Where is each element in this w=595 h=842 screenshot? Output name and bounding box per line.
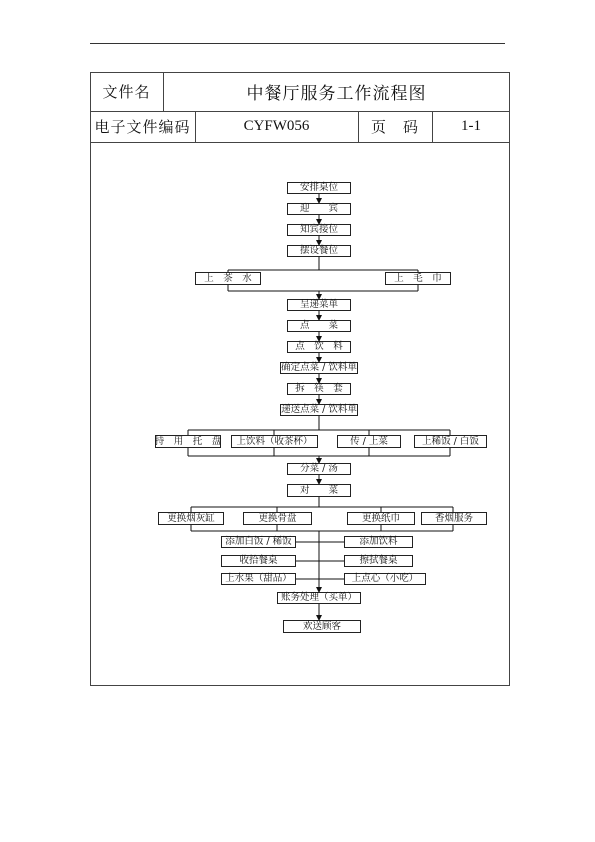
step-serve-towel: 上 毛 巾 bbox=[385, 272, 451, 285]
step-order-drinks: 点 饮 料 bbox=[287, 341, 351, 353]
step-portion-soup: 分菜 / 汤 bbox=[287, 463, 351, 475]
step-serve-tea: 上 茶 水 bbox=[195, 272, 261, 285]
step-wipe-tabletop: 擦拭餐桌 bbox=[344, 555, 413, 567]
step-clear-tableware: 收拾餐桌 bbox=[221, 555, 296, 567]
step-serve-dishes: 传 / 上菜 bbox=[337, 435, 401, 448]
step-serve-fruit: 上水果（甜品） bbox=[221, 573, 296, 585]
step-order-dishes: 点 菜 bbox=[287, 320, 351, 332]
page-label: 页 码 bbox=[370, 118, 419, 136]
step-lead-to-seat: 知宾接位 bbox=[287, 224, 351, 236]
doc-code-value: CYFW056 bbox=[243, 118, 310, 134]
step-add-rice: 添加白饭 / 稀饭 bbox=[221, 536, 296, 548]
step-arrange-seat: 安排桌位 bbox=[287, 182, 351, 194]
file-name-label: 文件名 bbox=[102, 83, 151, 101]
step-deliver-order: 递送点菜 / 饮料单 bbox=[281, 404, 357, 416]
step-add-drinks: 添加饮料 bbox=[344, 536, 413, 548]
step-checkout: 账务处理（买单） bbox=[277, 592, 361, 604]
step-serve-drinks: 上饮料（收茶杯） bbox=[231, 435, 318, 448]
step-change-napkin: 更换纸巾 bbox=[347, 512, 415, 525]
step-change-ashtray: 更换烟灰缸 bbox=[158, 512, 224, 525]
document-title: 中餐厅服务工作流程图 bbox=[246, 84, 427, 104]
step-change-plate: 更换骨盘 bbox=[243, 512, 312, 525]
step-serve-snack: 上点心（小吃） bbox=[344, 573, 426, 585]
step-serve-rice: 上稀饭 / 白饭 bbox=[414, 435, 487, 448]
step-confirm-order: 确定点菜 / 饮料单 bbox=[281, 362, 357, 374]
step-present-menu: 呈递菜单 bbox=[287, 299, 351, 311]
step-remove-cover: 拆 筷 套 bbox=[287, 383, 351, 395]
step-check-dishes: 对 菜 bbox=[287, 484, 351, 497]
step-greet-guest: 迎 宾 bbox=[287, 203, 351, 215]
step-smoke-service: 香烟服务 bbox=[421, 512, 487, 525]
step-set-tableware: 摆设餐位 bbox=[287, 245, 351, 257]
doc-code-label: 电子文件编码 bbox=[94, 118, 191, 136]
page-value: 1-1 bbox=[461, 118, 481, 134]
step-wipe-table: 持 用 托 盘 bbox=[154, 435, 222, 447]
step-farewell: 欢送顾客 bbox=[283, 620, 361, 633]
